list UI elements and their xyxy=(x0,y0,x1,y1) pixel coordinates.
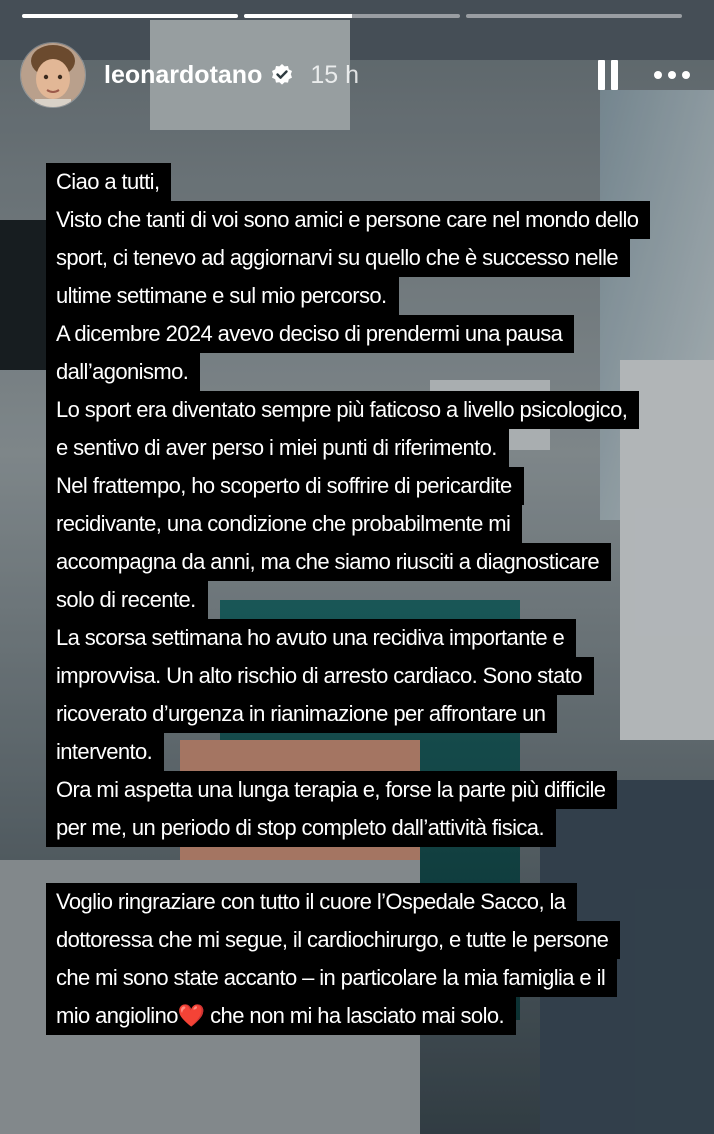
caption-paragraph xyxy=(46,163,696,847)
username[interactable]: leonardotano xyxy=(104,60,263,89)
heart-emoji-icon: ❤️ xyxy=(177,1003,205,1028)
caption-line: per me, un periodo di stop completo dall’attività fisica. xyxy=(46,809,556,847)
caption-line: ultime settimane e sul mio percorso. xyxy=(46,277,399,315)
caption-line: solo di recente. xyxy=(46,581,208,619)
caption-line: Ciao a tutti, xyxy=(46,163,171,201)
caption-line: sport, ci tenevo ad aggiornarvi su quello che è successo nelle xyxy=(46,239,630,277)
caption-line: Ora mi aspetta una lunga terapia e, forse la parte più difficile xyxy=(46,771,617,809)
post-time: 15 h xyxy=(310,60,360,89)
caption-line: accompagna da anni, ma che siamo riusciti a diagnosticare xyxy=(46,543,611,581)
caption-line: improvvisa. Un alto rischio di arresto cardiaco. Sono stato xyxy=(46,657,594,695)
caption-line: e sentivo di aver perso i miei punti di riferimento. xyxy=(46,429,509,467)
pause-icon xyxy=(598,60,605,90)
caption-line: dall’agonismo. xyxy=(46,353,200,391)
caption-line: Lo sport era diventato sempre più faticoso a livello psicologico, xyxy=(46,391,639,429)
caption-line: La scorsa settimana ho avuto una recidiva importante e xyxy=(46,619,576,657)
more-options-icon xyxy=(654,71,662,79)
caption-line: recidivante, una condizione che probabilmente mi xyxy=(46,505,522,543)
caption-line: Visto che tanti di voi sono amici e persone care nel mondo dello xyxy=(46,201,650,239)
caption-line: intervento. xyxy=(46,733,164,771)
caption-paragraph xyxy=(46,883,696,997)
caption-line: mio angiolino❤️ che non mi ha lasciato mai solo. xyxy=(46,997,516,1035)
verified-badge-icon xyxy=(270,63,294,87)
caption-line: Voglio ringraziare con tutto il cuore l’Ospedale Sacco, la xyxy=(46,883,577,921)
progress-segment xyxy=(244,14,460,18)
pause-button[interactable] xyxy=(598,60,618,90)
caption-line: Nel frattempo, ho scoperto di soffrire di pericardite xyxy=(46,467,524,505)
story-progress-bar xyxy=(22,14,682,18)
more-options-button[interactable] xyxy=(654,71,690,79)
avatar[interactable] xyxy=(20,42,86,108)
caption-line: A dicembre 2024 avevo deciso di prendermi una pausa xyxy=(46,315,574,353)
story-header xyxy=(20,43,694,107)
progress-segment xyxy=(466,14,682,18)
caption-line: che mi sono state accanto – in particolare la mia famiglia e il xyxy=(46,959,617,997)
caption-line: dottoressa che mi segue, il cardiochirurgo, e tutte le persone xyxy=(46,921,620,959)
caption-line: ricoverato d’urgenza in rianimazione per affrontare un xyxy=(46,695,557,733)
story-caption-text xyxy=(46,163,696,1035)
progress-segment xyxy=(22,14,238,18)
